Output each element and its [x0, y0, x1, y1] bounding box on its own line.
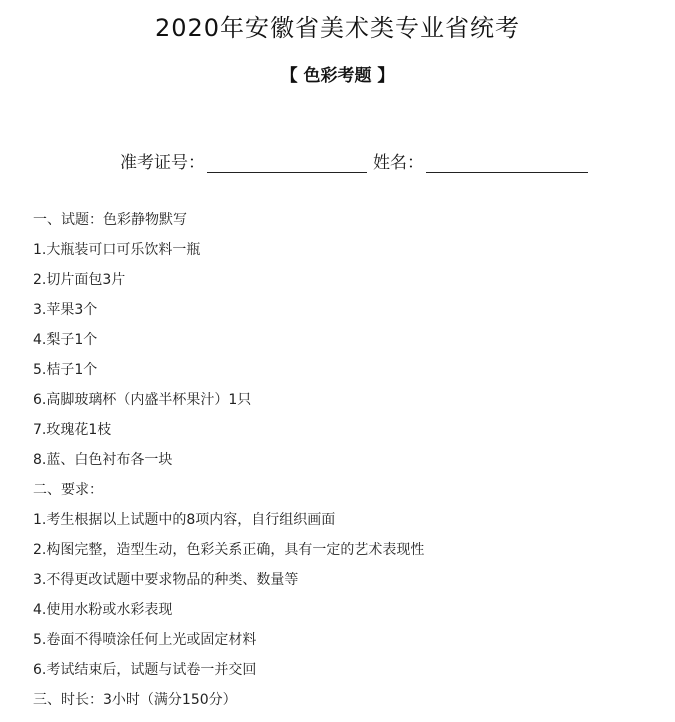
requirement-item: 6.考试结束后，试题与试卷一并交回: [33, 662, 257, 678]
requirement-item: 1.考生根据以上试题中的8项内容，自行组织画面: [33, 512, 336, 528]
topic-item: 3.苹果3个: [33, 302, 98, 318]
exam-content: [33, 208, 653, 718]
page-title: 2020年安徽省美术类专业省统考: [154, 14, 521, 42]
exam-id-blank-line: [207, 152, 367, 173]
topic-item: 4.梨子1个: [33, 332, 98, 348]
name-blank-line: [426, 152, 588, 173]
topic-item: 5.桔子1个: [33, 362, 98, 378]
name-field: [373, 148, 588, 173]
section-heading-requirements: 二、要求：: [33, 482, 103, 498]
exam-id-field: [120, 148, 367, 173]
section-heading-topic: 一、试题：色彩静物默写: [33, 212, 187, 228]
page-subtitle: 【 色彩考题 】: [280, 66, 395, 86]
requirement-item: 3.不得更改试题中要求物品的种类、数量等: [33, 572, 299, 588]
exam-id-label: 准考证号：: [120, 153, 205, 173]
candidate-fields: [120, 148, 600, 178]
requirement-item: 4.使用水粉或水彩表现: [33, 602, 173, 618]
topic-item: 7.玫瑰花1枝: [33, 422, 112, 438]
topic-item: 6.高脚玻璃杯（内盛半杯果汁）1只: [33, 392, 252, 408]
topic-item: 2.切片面包3片: [33, 272, 126, 288]
requirement-item: 2.构图完整，造型生动，色彩关系正确，具有一定的艺术表现性: [33, 542, 425, 558]
section-heading-duration: 三、时长：3小时（满分150分）: [33, 692, 237, 708]
topic-item: 1.大瓶装可口可乐饮料一瓶: [33, 242, 201, 258]
name-label: 姓名：: [373, 153, 424, 173]
topic-item: 8.蓝、白色衬布各一块: [33, 452, 173, 468]
requirement-item: 5.卷面不得喷涂任何上光或固定材料: [33, 632, 257, 648]
